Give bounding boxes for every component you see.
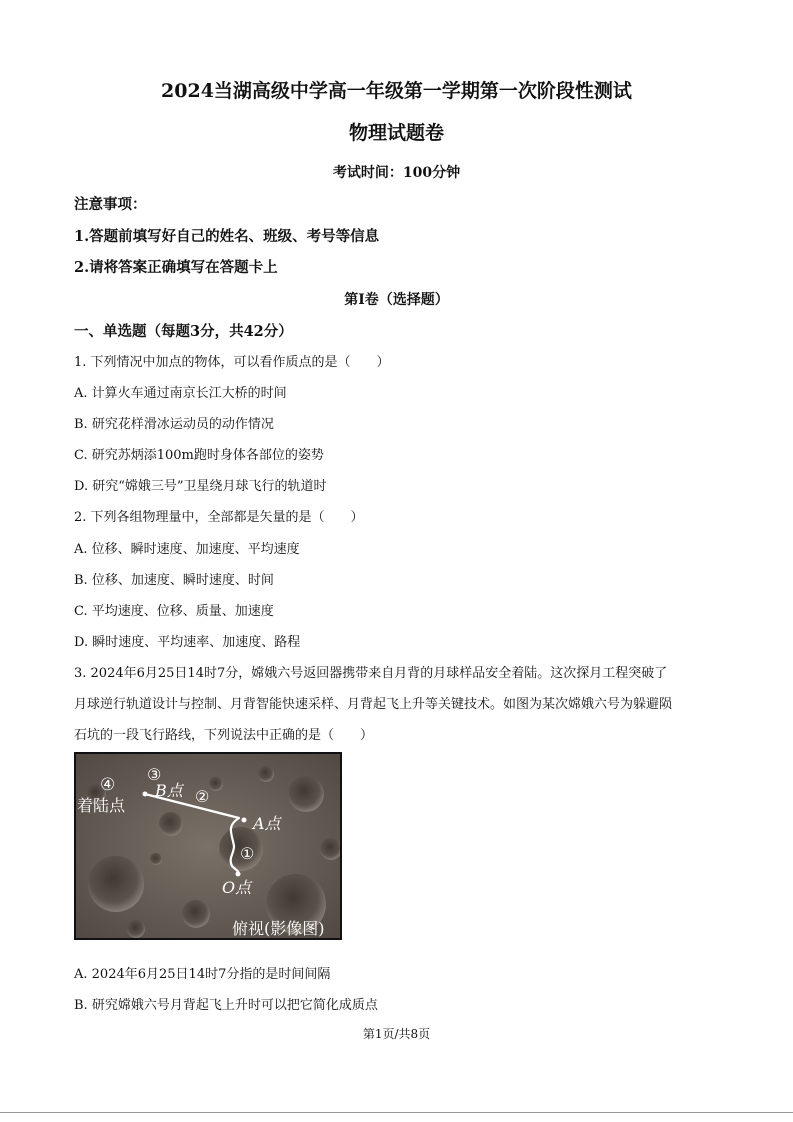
notice-item: 2.请将答案正确填写在答题卡上: [74, 259, 278, 276]
point-o-marker: [236, 872, 241, 877]
notice-heading: 注意事项：: [74, 196, 147, 213]
label-a-point: A点: [253, 814, 281, 833]
subject-title: 物理试题卷: [348, 122, 444, 144]
figure-caption: 俯视(影像图): [232, 919, 325, 938]
option-b: B. 位移、加速度、瞬时速度、时间: [74, 573, 274, 588]
label-o-point: O点: [222, 878, 252, 897]
label-circle-2: ②: [195, 787, 210, 806]
option-a: A. 2024年6月25日14时7分指的是时间间隔: [74, 967, 331, 982]
option-a: A. 位移、瞬时速度、加速度、平均速度: [74, 542, 300, 557]
label-circle-3: ③: [147, 765, 162, 784]
volume-heading: 第Ⅰ卷（选择题）: [344, 292, 449, 308]
option-c: C. 研究苏炳添100m跑时身体各部位的姿势: [74, 448, 324, 463]
label-circle-1: ①: [240, 844, 255, 863]
bottom-divider: [0, 1112, 793, 1113]
page-footer: 第1页/共8页: [362, 1027, 431, 1041]
label-circle-4: ④: [100, 775, 116, 795]
exam-time: 考试时间：100分钟: [332, 165, 461, 181]
question-stem-line: 月球逆行轨道设计与控制、月背智能快速采样、月背起飞上升等关键技术。如图为某次嫦娥六号为躲避陨: [74, 697, 673, 712]
part-heading: 一、单选题（每题3分，共42分）: [74, 323, 293, 340]
question-stem: 2. 下列各组物理量中，全部都是矢量的是（ ）: [74, 510, 364, 525]
option-d: D. 瞬时速度、平均速率、加速度、路程: [74, 635, 301, 650]
option-b: B. 研究花样滑冰运动员的动作情况: [74, 417, 274, 432]
question-stem: 1. 下列情况中加点的物体，可以看作质点的是（ ）: [74, 355, 390, 370]
notice-item: 1.答题前填写好自己的姓名、班级、考号等信息: [74, 228, 380, 245]
point-a-marker: [242, 818, 247, 823]
exam-title: 2024当湖高级中学高一年级第一学期第一次阶段性测试: [161, 80, 632, 102]
option-a: A. 计算火车通过南京长江大桥的时间: [74, 386, 287, 401]
option-d: D. 研究“嫦娥三号”卫星绕月球飞行的轨道时: [74, 479, 327, 494]
option-c: C. 平均速度、位移、质量、加速度: [74, 604, 274, 619]
question-stem-line: 3. 2024年6月25日14时7分，嫦娥六号返回器携带来自月背的月球样品安全着陆。这次探月工程突破了: [74, 666, 668, 681]
lunar-flight-path-figure: [74, 752, 342, 940]
label-b-point: B点: [155, 781, 183, 800]
label-landing-point: 着陆点: [77, 796, 126, 815]
option-b: B. 研究嫦娥六号月背起飞上升时可以把它简化成质点: [74, 998, 378, 1013]
point-b-marker: [143, 792, 148, 797]
question-stem-line: 石坑的一段飞行路线，下列说法中正确的是（ ）: [74, 728, 374, 743]
